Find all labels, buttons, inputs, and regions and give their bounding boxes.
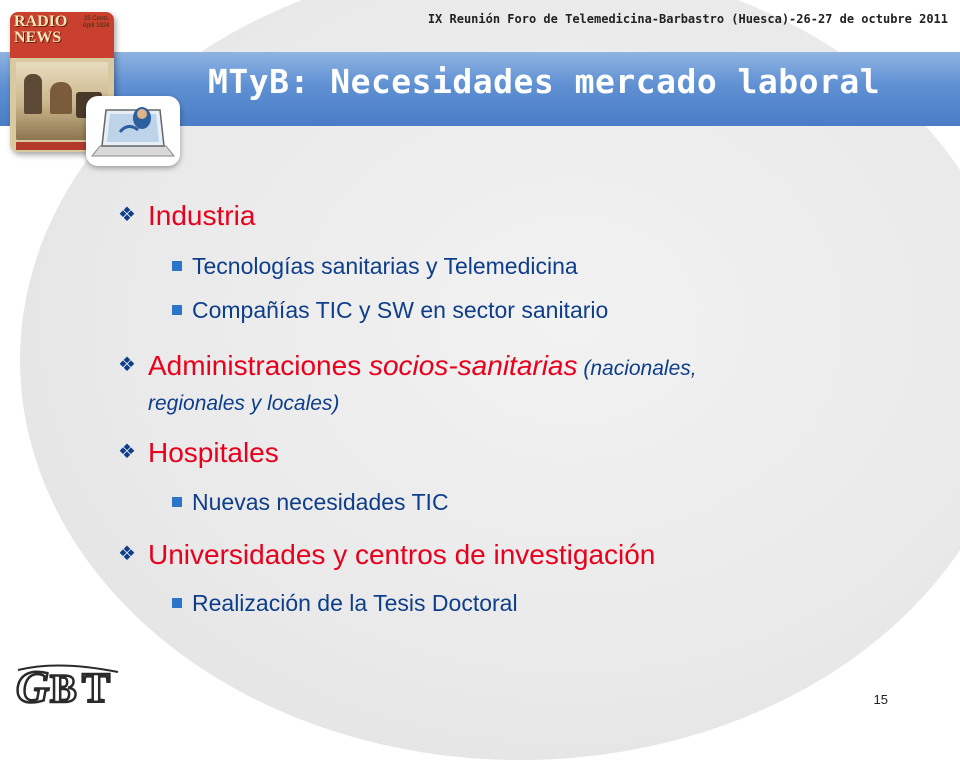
page-number: 15 (873, 692, 888, 707)
gbt-logo (14, 662, 126, 710)
bullet-text-parenthetical: (nacionales, (577, 357, 697, 380)
event-header: IX Reunión Foro de Telemedicina-Barbastro (Huesca)-26-27 de octubre 2011 (427, 12, 948, 26)
sub-bullet-text: Tecnologías sanitarias y Telemedicina (192, 253, 578, 279)
sub-bullet-text: Nuevas necesidades TIC (192, 489, 449, 515)
bullet-text-parenthetical-cont: regionales y locales) (148, 392, 340, 415)
square-bullet-icon (172, 497, 182, 507)
bullet-text: Universidades y centros de investigación (148, 539, 656, 570)
bullet-text-plain: Administraciones (148, 350, 369, 381)
svg-text:T: T (82, 666, 111, 710)
diamond-bullet-icon: ❖ (118, 441, 136, 463)
square-bullet-icon (172, 261, 182, 271)
svg-text:G: G (16, 662, 50, 710)
bullet-text: Industria (148, 200, 256, 231)
sub-bullet-text: Compañías TIC y SW en sector sanitario (192, 297, 609, 323)
diamond-bullet-icon: ❖ (118, 354, 136, 376)
magazine-logo-line2: NEWS (14, 29, 62, 46)
bullet-text: Hospitales (148, 437, 279, 468)
slide-title: MTyB: Necesidades mercado laboral (208, 62, 881, 101)
svg-text:B: B (50, 666, 77, 710)
square-bullet-icon (172, 305, 182, 315)
bullet-text (148, 349, 697, 385)
magazine-side-text: 25 Cents April 1924 (82, 16, 110, 29)
square-bullet-icon (172, 598, 182, 608)
diamond-bullet-icon: ❖ (118, 204, 136, 226)
diamond-bullet-icon: ❖ (118, 543, 136, 565)
bullet-text-italic: socios-sanitarias (368, 350, 578, 381)
magazine-logo-line1: RADIO (14, 13, 68, 30)
sub-bullet-text: Realización de la Tesis Doctoral (192, 590, 518, 616)
